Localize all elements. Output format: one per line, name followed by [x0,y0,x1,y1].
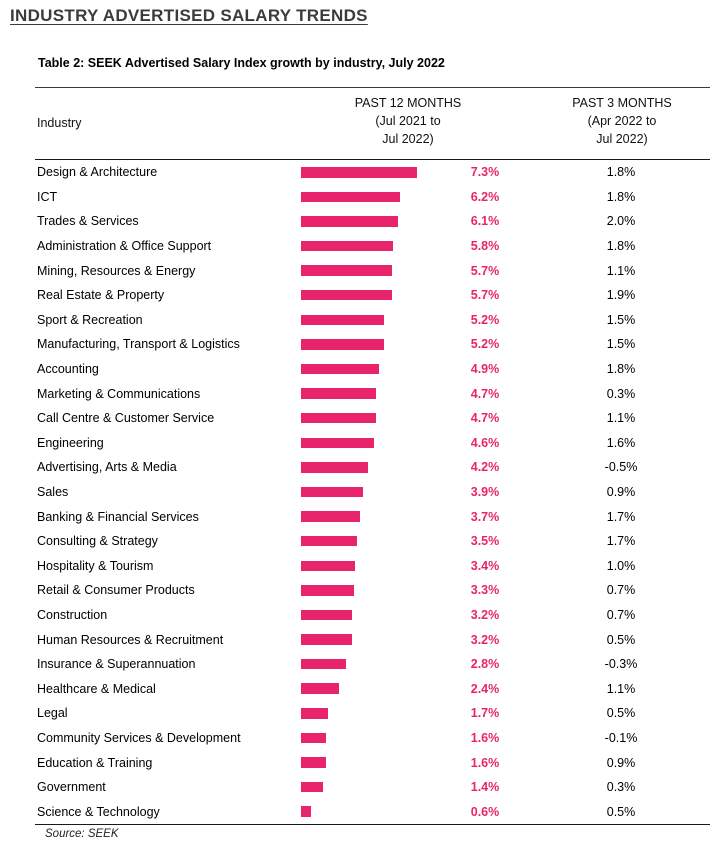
industry-column-header: Industry [37,116,82,130]
past-12-months-value: 7.3% [470,165,500,180]
table-row [35,578,710,603]
industry-label: Call Centre & Customer Service [37,411,215,426]
past-12-months-value: 5.8% [470,239,500,254]
table-row [35,381,710,406]
industry-label: Engineering [37,435,104,450]
table-header [35,87,710,160]
table-row [35,431,710,456]
past-3-months-header-line: (Apr 2022 to [587,114,657,128]
salary-bar [301,216,398,227]
past-12-months-value: 3.2% [470,607,500,622]
past-12-months-value: 4.2% [470,460,500,475]
past-3-months-value: -0.1% [604,730,638,745]
salary-bar [301,290,392,301]
table-row [35,554,710,579]
industry-label: Hospitality & Tourism [37,558,154,573]
past-12-months-value: 2.8% [470,657,500,672]
past-3-months-value: 1.5% [606,312,636,327]
industry-label: Science & Technology [37,804,160,819]
past-12-months-header-line: PAST 12 MONTHS [354,96,462,110]
industry-label: Administration & Office Support [37,239,212,254]
industry-label: Sport & Recreation [37,312,143,327]
source-note: Source: SEEK [45,828,119,840]
past-12-months-value: 1.6% [470,730,500,745]
past-12-months-value: 5.7% [470,263,500,278]
past-3-months-value: 0.5% [606,632,636,647]
past-3-months-value: 1.5% [606,337,636,352]
past-12-months-value: 5.7% [470,288,500,303]
past-12-months-column-header [328,94,488,148]
table-rows [35,160,710,825]
past-3-months-value: 1.1% [606,411,636,426]
table-row [35,652,710,677]
industry-label: Mining, Resources & Energy [37,263,196,278]
industry-label: Accounting [37,362,99,377]
table-row [35,332,710,357]
industry-label: Banking & Financial Services [37,509,199,524]
industry-label: Design & Architecture [37,165,158,180]
past-3-months-value: -0.5% [604,460,638,475]
past-12-months-value: 5.2% [470,337,500,352]
salary-bar [301,733,326,744]
past-12-months-value: 3.4% [470,558,500,573]
past-3-months-header-line: Jul 2022) [596,132,648,146]
industry-label: Education & Training [37,755,153,770]
industry-label: Human Resources & Recruitment [37,632,224,647]
salary-bar [301,315,384,326]
past-3-months-value: 1.8% [606,189,636,204]
past-12-months-value: 4.6% [470,435,500,450]
past-12-months-header-line: (Jul 2021 to [375,114,441,128]
past-3-months-value: 0.3% [606,386,636,401]
salary-table [35,87,710,825]
salary-bar [301,708,328,719]
industry-label: Real Estate & Property [37,288,165,303]
industry-label: Insurance & Superannuation [37,657,196,672]
table-row [35,283,710,308]
past-12-months-value: 1.4% [470,780,500,795]
salary-bar [301,241,393,252]
table-row [35,504,710,529]
table-row [35,799,710,824]
industry-label: Consulting & Strategy [37,534,158,549]
table-row [35,750,710,775]
past-12-months-value: 3.3% [470,583,500,598]
table-row [35,701,710,726]
table-row [35,234,710,259]
table-row [35,775,710,800]
past-3-months-value: 1.8% [606,362,636,377]
table-row [35,676,710,701]
salary-bar [301,413,376,424]
salary-bar [301,536,357,547]
past-3-months-value: 1.1% [606,263,636,278]
salary-bar [301,659,346,670]
salary-bar [301,167,417,178]
salary-bar [301,782,323,793]
salary-bar [301,487,363,498]
past-3-months-value: -0.3% [604,657,638,672]
past-3-months-value: 1.7% [606,534,636,549]
past-3-months-value: 0.3% [606,780,636,795]
table-row [35,308,710,333]
past-3-months-value: 2.0% [606,214,636,229]
salary-bar [301,806,311,817]
table-row [35,185,710,210]
table-row [35,406,710,431]
salary-bar [301,339,384,350]
table-row [35,726,710,751]
past-3-months-value: 1.9% [606,288,636,303]
salary-bar [301,462,368,473]
salary-bar [301,265,392,276]
industry-label: Construction [37,607,108,622]
past-12-months-value: 3.7% [470,509,500,524]
table-row [35,357,710,382]
past-12-months-value: 4.7% [470,411,500,426]
salary-bar [301,610,352,621]
past-3-months-value: 0.9% [606,485,636,500]
table-row [35,529,710,554]
past-3-months-value: 1.8% [606,239,636,254]
table-row [35,209,710,234]
industry-label: Advertising, Arts & Media [37,460,177,475]
past-12-months-value: 3.5% [470,534,500,549]
past-3-months-value: 1.6% [606,435,636,450]
past-3-months-header-line: PAST 3 MONTHS [572,96,672,110]
table-row [35,480,710,505]
past-3-months-value: 0.5% [606,706,636,721]
salary-bar [301,757,326,768]
past-12-months-value: 2.4% [470,681,500,696]
past-3-months-value: 0.7% [606,607,636,622]
salary-bar [301,192,400,203]
past-3-months-value: 0.7% [606,583,636,598]
past-12-months-value: 6.2% [470,189,500,204]
salary-bar [301,511,360,522]
past-12-months-header-line: Jul 2022) [382,132,434,146]
industry-label: Sales [37,485,69,500]
industry-label: Healthcare & Medical [37,681,156,696]
page-title: INDUSTRY ADVERTISED SALARY TRENDS [10,6,368,25]
table-row [35,258,710,283]
industry-label: Legal [37,706,68,721]
salary-bar [301,683,339,694]
past-12-months-value: 1.7% [470,706,500,721]
past-3-months-value: 1.8% [606,165,636,180]
past-3-months-column-header [542,94,702,148]
past-12-months-value: 6.1% [470,214,500,229]
past-12-months-value: 0.6% [470,804,500,819]
industry-label: Trades & Services [37,214,139,229]
industry-label: Manufacturing, Transport & Logistics [37,337,240,352]
past-12-months-value: 4.7% [470,386,500,401]
past-12-months-value: 4.9% [470,362,500,377]
past-3-months-value: 0.9% [606,755,636,770]
past-3-months-value: 1.0% [606,558,636,573]
industry-label: Retail & Consumer Products [37,583,195,598]
salary-bar [301,388,376,399]
past-12-months-value: 3.9% [470,485,500,500]
table-row [35,603,710,628]
past-3-months-value: 0.5% [606,804,636,819]
salary-bar [301,364,379,375]
industry-label: ICT [37,189,58,204]
industry-label: Marketing & Communications [37,386,201,401]
table-caption: Table 2: SEEK Advertised Salary Index growth by industry, July 2022 [38,56,445,70]
industry-label: Community Services & Development [37,730,241,745]
past-12-months-value: 3.2% [470,632,500,647]
past-12-months-value: 1.6% [470,755,500,770]
salary-bar [301,634,352,645]
table-row [35,455,710,480]
salary-bar [301,561,355,572]
table-row [35,627,710,652]
past-3-months-value: 1.1% [606,681,636,696]
salary-bar [301,438,374,449]
salary-bar [301,585,354,596]
industry-label: Government [37,780,106,795]
table-row [35,160,710,185]
past-12-months-value: 5.2% [470,312,500,327]
past-3-months-value: 1.7% [606,509,636,524]
